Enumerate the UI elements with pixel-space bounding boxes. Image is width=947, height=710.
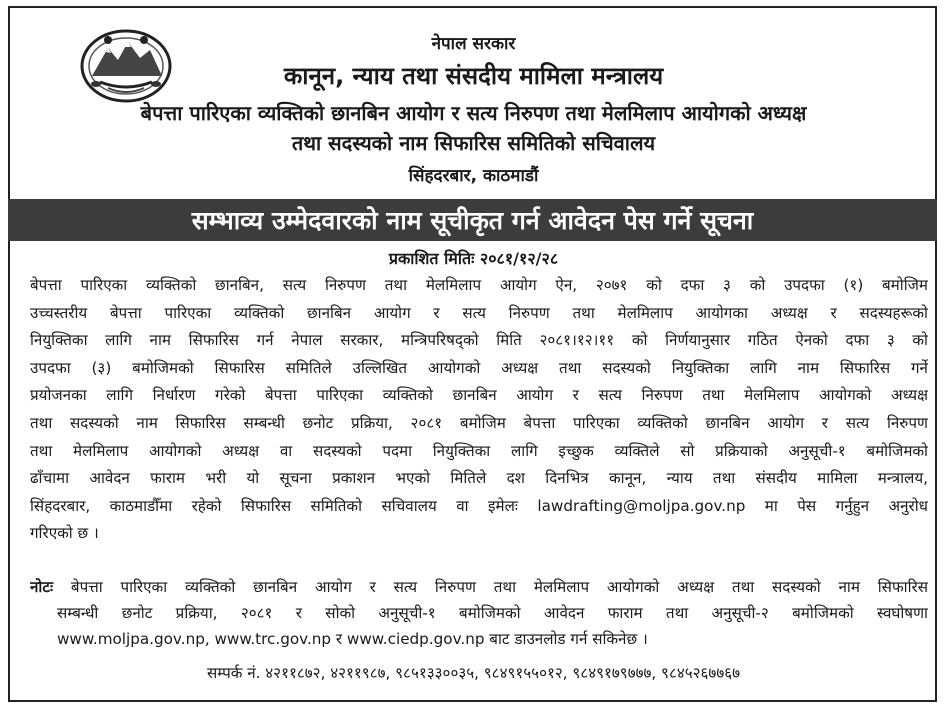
notice-note (30, 574, 928, 652)
body-line: गरिएको छ । (30, 524, 99, 543)
body-line: तथा मेलमिलाप आयोगको अध्यक्ष वा सदस्यको पदमा नियुक्तिका लागि इच्छुक व्यक्तिले सो प्रक्रियाको अनुसूची-१ बमोजिमको (30, 441, 928, 460)
published-date: प्रकाशित मितिः २०८१/१२/२८ (388, 249, 559, 268)
notice-title-banner (8, 199, 937, 241)
notice-title: सम्भाव्य उम्मेदवारको नाम सूचीकृत गर्न आवेदन पेस गर्ने सूचना (191, 206, 754, 235)
secretariat-name-line2: तथा सदस्यको नाम सिफारिस समितिको सचिवालय (291, 131, 656, 155)
note-line: सम्बन्धी छनोट प्रक्रिया, २०८१ र सोको अनुसूची-१ बमोजिमको आवेदन फाराम तथा अनुसूची-२ बमोजिमको स्वघोषणा (57, 604, 928, 622)
body-line: नियुक्तिका लागि नाम सिफारिस गर्न नेपाल सरकार, मन्त्रिपरिषद्को मिति २०८१।१२।११ को निर्णयानुसार गठित ऐनको दफा ३ को (30, 331, 928, 350)
ministry-name: कानून, न्याय तथा संसदीय मामिला मन्त्रालय (283, 62, 664, 90)
contact-numbers: सम्पर्क नं. ४२११८७२, ४२११९८७, ९८५१३३००३५, ९८४९१५५०१२, ९८४९१७९७७७, ९८४५२६७७६७ (206, 664, 741, 682)
notice-body (30, 272, 928, 548)
note-text: बेपत्ता पारिएका व्यक्तिको छानबिन आयोग र सत्य निरुपण तथा मेलमिलाप आयोगको अध्यक्ष तथा सदस्यको नाम सिफारिस (70, 578, 928, 596)
note-line (30, 574, 928, 600)
office-location: सिंहदरबार, काठमाडौं (408, 166, 539, 186)
body-line: सिंहदरबार, काठमाडौँमा रहेको सिफारिस समितिको सचिवालय वा इमेलः lawdrafting@moljpa.gov.np मा पेस गर्नुहुन अनुरोध (30, 496, 928, 515)
body-line: बेपत्ता पारिएका व्यक्तिको छानबिन, सत्य निरुपण तथा मेलमिलाप आयोग ऐन, २०७१ को दफा ३ को उपदफा (१) बमोजिम (30, 276, 928, 294)
government-name: नेपाल सरकार (431, 34, 516, 54)
body-line: उपदफा (३) बमोजिमको सिफारिस समितिले उल्लिखित आयोगको अध्यक्ष तथा सदस्यको नियुक्तिका लागि नाम सिफारिस गर्ने (30, 358, 928, 377)
body-line: ढाँचामा आवेदन फाराम भरी यो सूचना प्रकाशन भएको मितिले दश दिनभित्र कानून, न्याय तथा संसदीय मामिला मन्त्रालय, (30, 469, 928, 488)
note-line: www.moljpa.gov.np, www.trc.gov.np र www.ciedp.gov.np बाट डाउनलोड गर्न सकिनेछ । (57, 630, 648, 648)
body-line: प्रयोजनका लागि निर्धारण गरेको बेपत्ता पारिएका व्यक्तिको छानबिन आयोग र सत्य निरुपण तथा मेलमिलाप आयोगको अध्यक्ष (30, 386, 928, 405)
body-line: तथा सदस्यको नाम सिफारिस सम्बन्धी छनोट प्रक्रिया, २०८१ बमोजिम बेपत्ता पारिएका व्यक्तिको छानबिन आयोग र सत्य निरुपण (30, 413, 928, 432)
secretariat-name-line1: बेपत्ता पारिएका व्यक्तिको छानबिन आयोग र सत्य निरुपण तथा मेलमिलाप आयोगको अध्यक्ष (140, 101, 807, 125)
note-label: नोटः (30, 578, 54, 596)
body-line: उच्चस्तरीय बेपत्ता पारिएका व्यक्तिको छानबिन आयोग र सत्य निरुपण तथा मेलमिलाप आयोगका अध्यक्ष र सदस्यहरूको (30, 303, 928, 322)
